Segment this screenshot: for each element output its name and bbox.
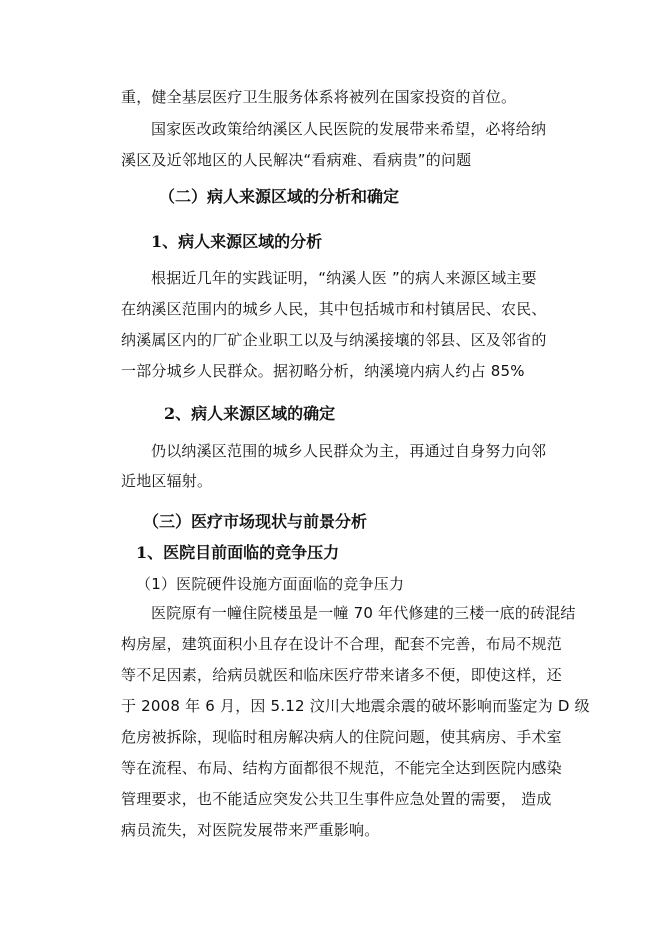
subsection-heading: 1、医院目前面临的竞争压力 <box>136 543 340 562</box>
paragraph-line: 一部分城乡人民群众。据初略分析，纳溪境内病人约占 85% <box>121 362 525 380</box>
paragraph-line: 等不足因素，给病员就医和临床医疗带来诸多不便，即使这样，还 <box>121 666 562 684</box>
paragraph-line: 近地区辐射。 <box>121 472 213 490</box>
subsection-heading: 2、病人来源区域的确定 <box>164 404 336 423</box>
paragraph-line: 等在流程、布局、结构方面都很不规范，不能完全达到医院内感染 <box>121 759 562 777</box>
paragraph-line: 于 2008 年 6 月，因 5.12 汶川大地震余震的破坏影响而鉴定为 D 级 <box>121 697 590 715</box>
subsection-heading: 1、病人来源区域的分析 <box>151 232 323 251</box>
paragraph-line: 危房被拆除，现临时租房解决病人的住院问题，使其病房、手术室 <box>121 728 562 746</box>
section-heading: （二）病人来源区域的分析和确定 <box>159 187 400 206</box>
paragraph-line: 重，健全基层医疗卫生服务体系将被列在国家投资的首位。 <box>121 88 517 106</box>
paragraph-line: 在纳溪区范围内的城乡人民，其中包括城市和村镇居民、农民、 <box>121 300 547 318</box>
paragraph-line: 根据近几年的实践证明，“纳溪人医 ”的病人来源区域主要 <box>151 269 537 287</box>
paragraph-line: 仍以纳溪区范围的城乡人民群众为主，再通过自身努力向邻 <box>151 442 547 460</box>
section-heading: （三）医疗市场现状与前景分析 <box>143 512 368 531</box>
paragraph-line: 医院原有一幢住院楼虽是一幢 70 年代修建的三楼一底的砖混结 <box>151 604 576 622</box>
paragraph-line: 病员流失，对医院发展带来严重影响。 <box>121 821 380 839</box>
paragraph-line: 溪区及近邻地区的人民解决“看病难、看病贵”的问题 <box>121 151 472 169</box>
paragraph-line: 国家医改政策给纳溪区人民医院的发展带来希望，必将给纳 <box>151 120 547 138</box>
paragraph-line: 构房屋，建筑面积小且存在设计不合理，配套不完善，布局不规范 <box>121 635 562 653</box>
paragraph-line: 管理要求，也不能适应突发公共卫生事件应急处置的需要， 造成 <box>121 790 552 808</box>
paragraph-line: 纳溪属区内的厂矿企业职工以及与纳溪接壤的邻县、区及邻省的 <box>121 331 547 349</box>
item-heading: （1）医院硬件设施方面面临的竞争压力 <box>136 575 405 593</box>
